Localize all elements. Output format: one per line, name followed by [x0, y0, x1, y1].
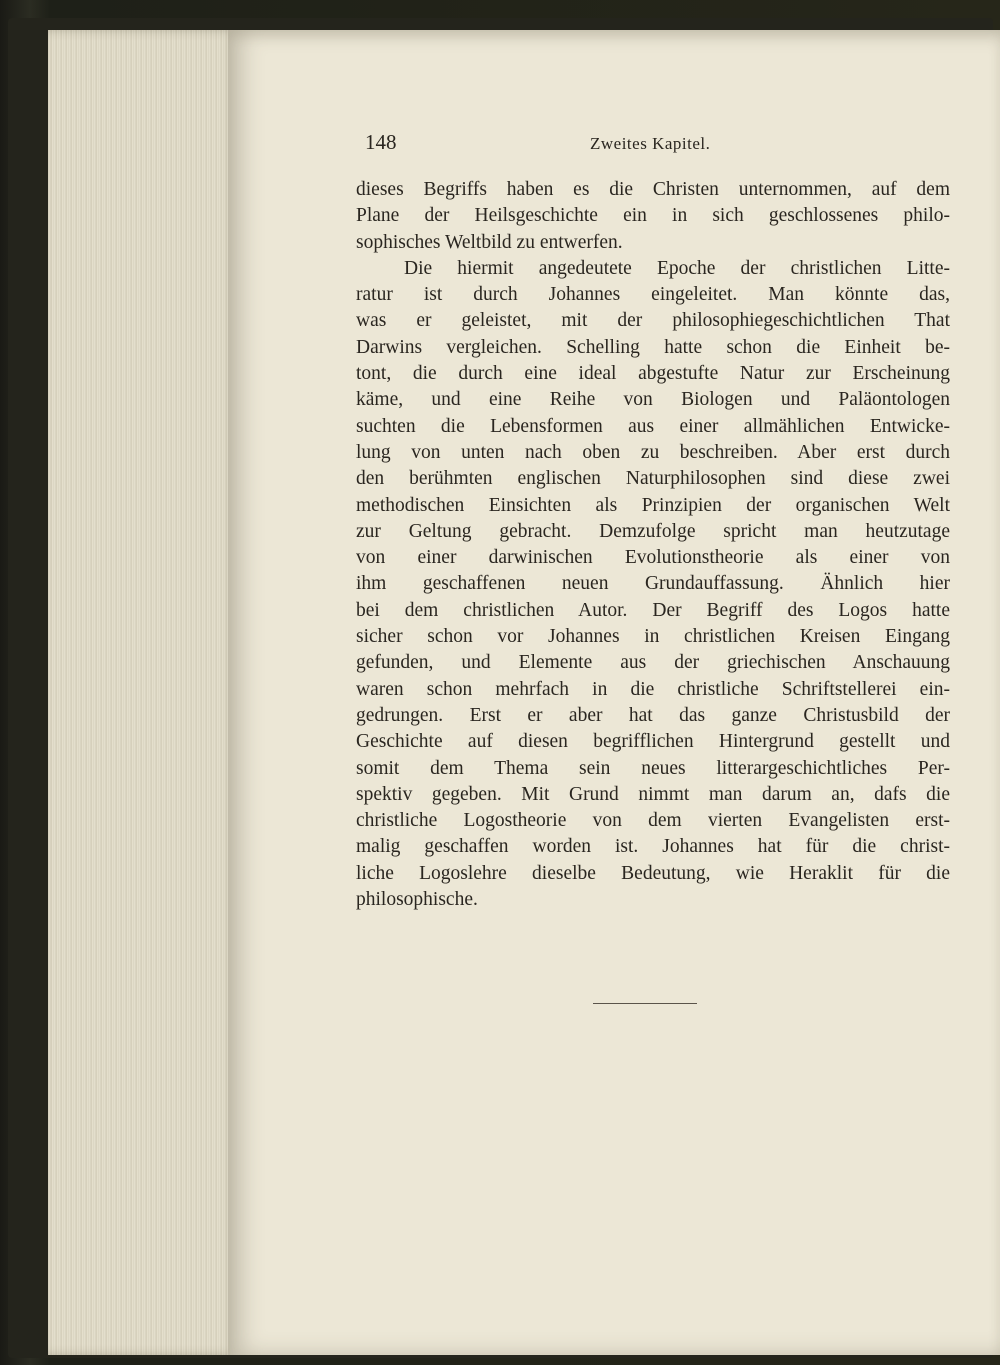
- text-line: von einer darwinischen Evolutionstheorie als einer von: [356, 547, 950, 569]
- text-line: was er geleistet, mit der philosophiegeschichtlichen That: [356, 310, 950, 332]
- text-line: philosophische.: [356, 889, 478, 911]
- text-line: ratur ist durch Johannes eingeleitet. Man könnte das,: [356, 284, 950, 306]
- text-line: methodischen Einsichten als Prinzipien der organischen Welt: [356, 494, 950, 516]
- text-line: dieses Begriffs haben es die Christen unternommen, auf dem: [356, 179, 950, 200]
- text-line: waren schon mehrfach in die christliche Schriftstellerei ein-: [356, 678, 950, 700]
- text-line: käme, und eine Reihe von Biologen und Paläontologen: [356, 389, 950, 411]
- text-line: christliche Logostheorie von dem vierten Evangelisten erst-: [356, 810, 950, 832]
- text-line: gedrungen. Erst er aber hat das ganze Christusbild der: [356, 704, 950, 726]
- text-line: liche Logoslehre dieselbe Bedeutung, wie Heraklit für die: [356, 862, 950, 884]
- text-line: Darwins vergleichen. Schelling hatte schon die Einheit be-: [356, 336, 950, 358]
- end-rule: [593, 1003, 697, 1004]
- text-line: den berühmten englischen Naturphilosophen sind diese zwei: [356, 468, 950, 490]
- text-line: lung von unten nach oben zu beschreiben. Aber erst durch: [356, 441, 950, 463]
- running-head: [365, 130, 955, 160]
- text-line: ihm geschaffenen neuen Grundauffassung. Ähnlich hier: [356, 573, 950, 595]
- text-line: sophisches Weltbild zu entwerfen.: [356, 231, 623, 253]
- page-edges: [48, 30, 238, 1355]
- text-line: Geschichte auf diesen begrifflichen Hintergrund gestellt und: [356, 731, 950, 753]
- text-line: bei dem christlichen Autor. Der Begriff des Logos hatte: [356, 599, 950, 621]
- text-line: tont, die durch eine ideal abgestufte Natur zur Erscheinung: [356, 363, 950, 385]
- text-line: Die hiermit angedeutete Epoche der christlichen Litte-: [404, 257, 950, 279]
- text-line: malig geschaffen worden ist. Johannes hat für die christ-: [356, 836, 950, 858]
- body-text: [356, 177, 950, 913]
- text-line: Plane der Heilsgeschichte ein in sich geschlossenes philo-: [356, 205, 950, 227]
- text-line: suchten die Lebensformen aus einer allmählichen Entwicke-: [356, 415, 950, 437]
- text-line: somit dem Thema sein neues litterargeschichtliches Per-: [356, 757, 950, 779]
- book-page: [228, 30, 1000, 1355]
- text-line: spektiv gegeben. Mit Grund nimmt man darum an, dafs die: [356, 783, 950, 805]
- text-line: zur Geltung gebracht. Demzufolge spricht man heutzutage: [356, 520, 950, 542]
- text-line: gefunden, und Elemente aus der griechischen Anschauung: [356, 652, 950, 674]
- chapter-title: Zweites Kapitel.: [590, 134, 711, 153]
- text-line: sicher schon vor Johannes in christlichen Kreisen Eingang: [356, 626, 950, 648]
- page-number: 148: [365, 130, 397, 154]
